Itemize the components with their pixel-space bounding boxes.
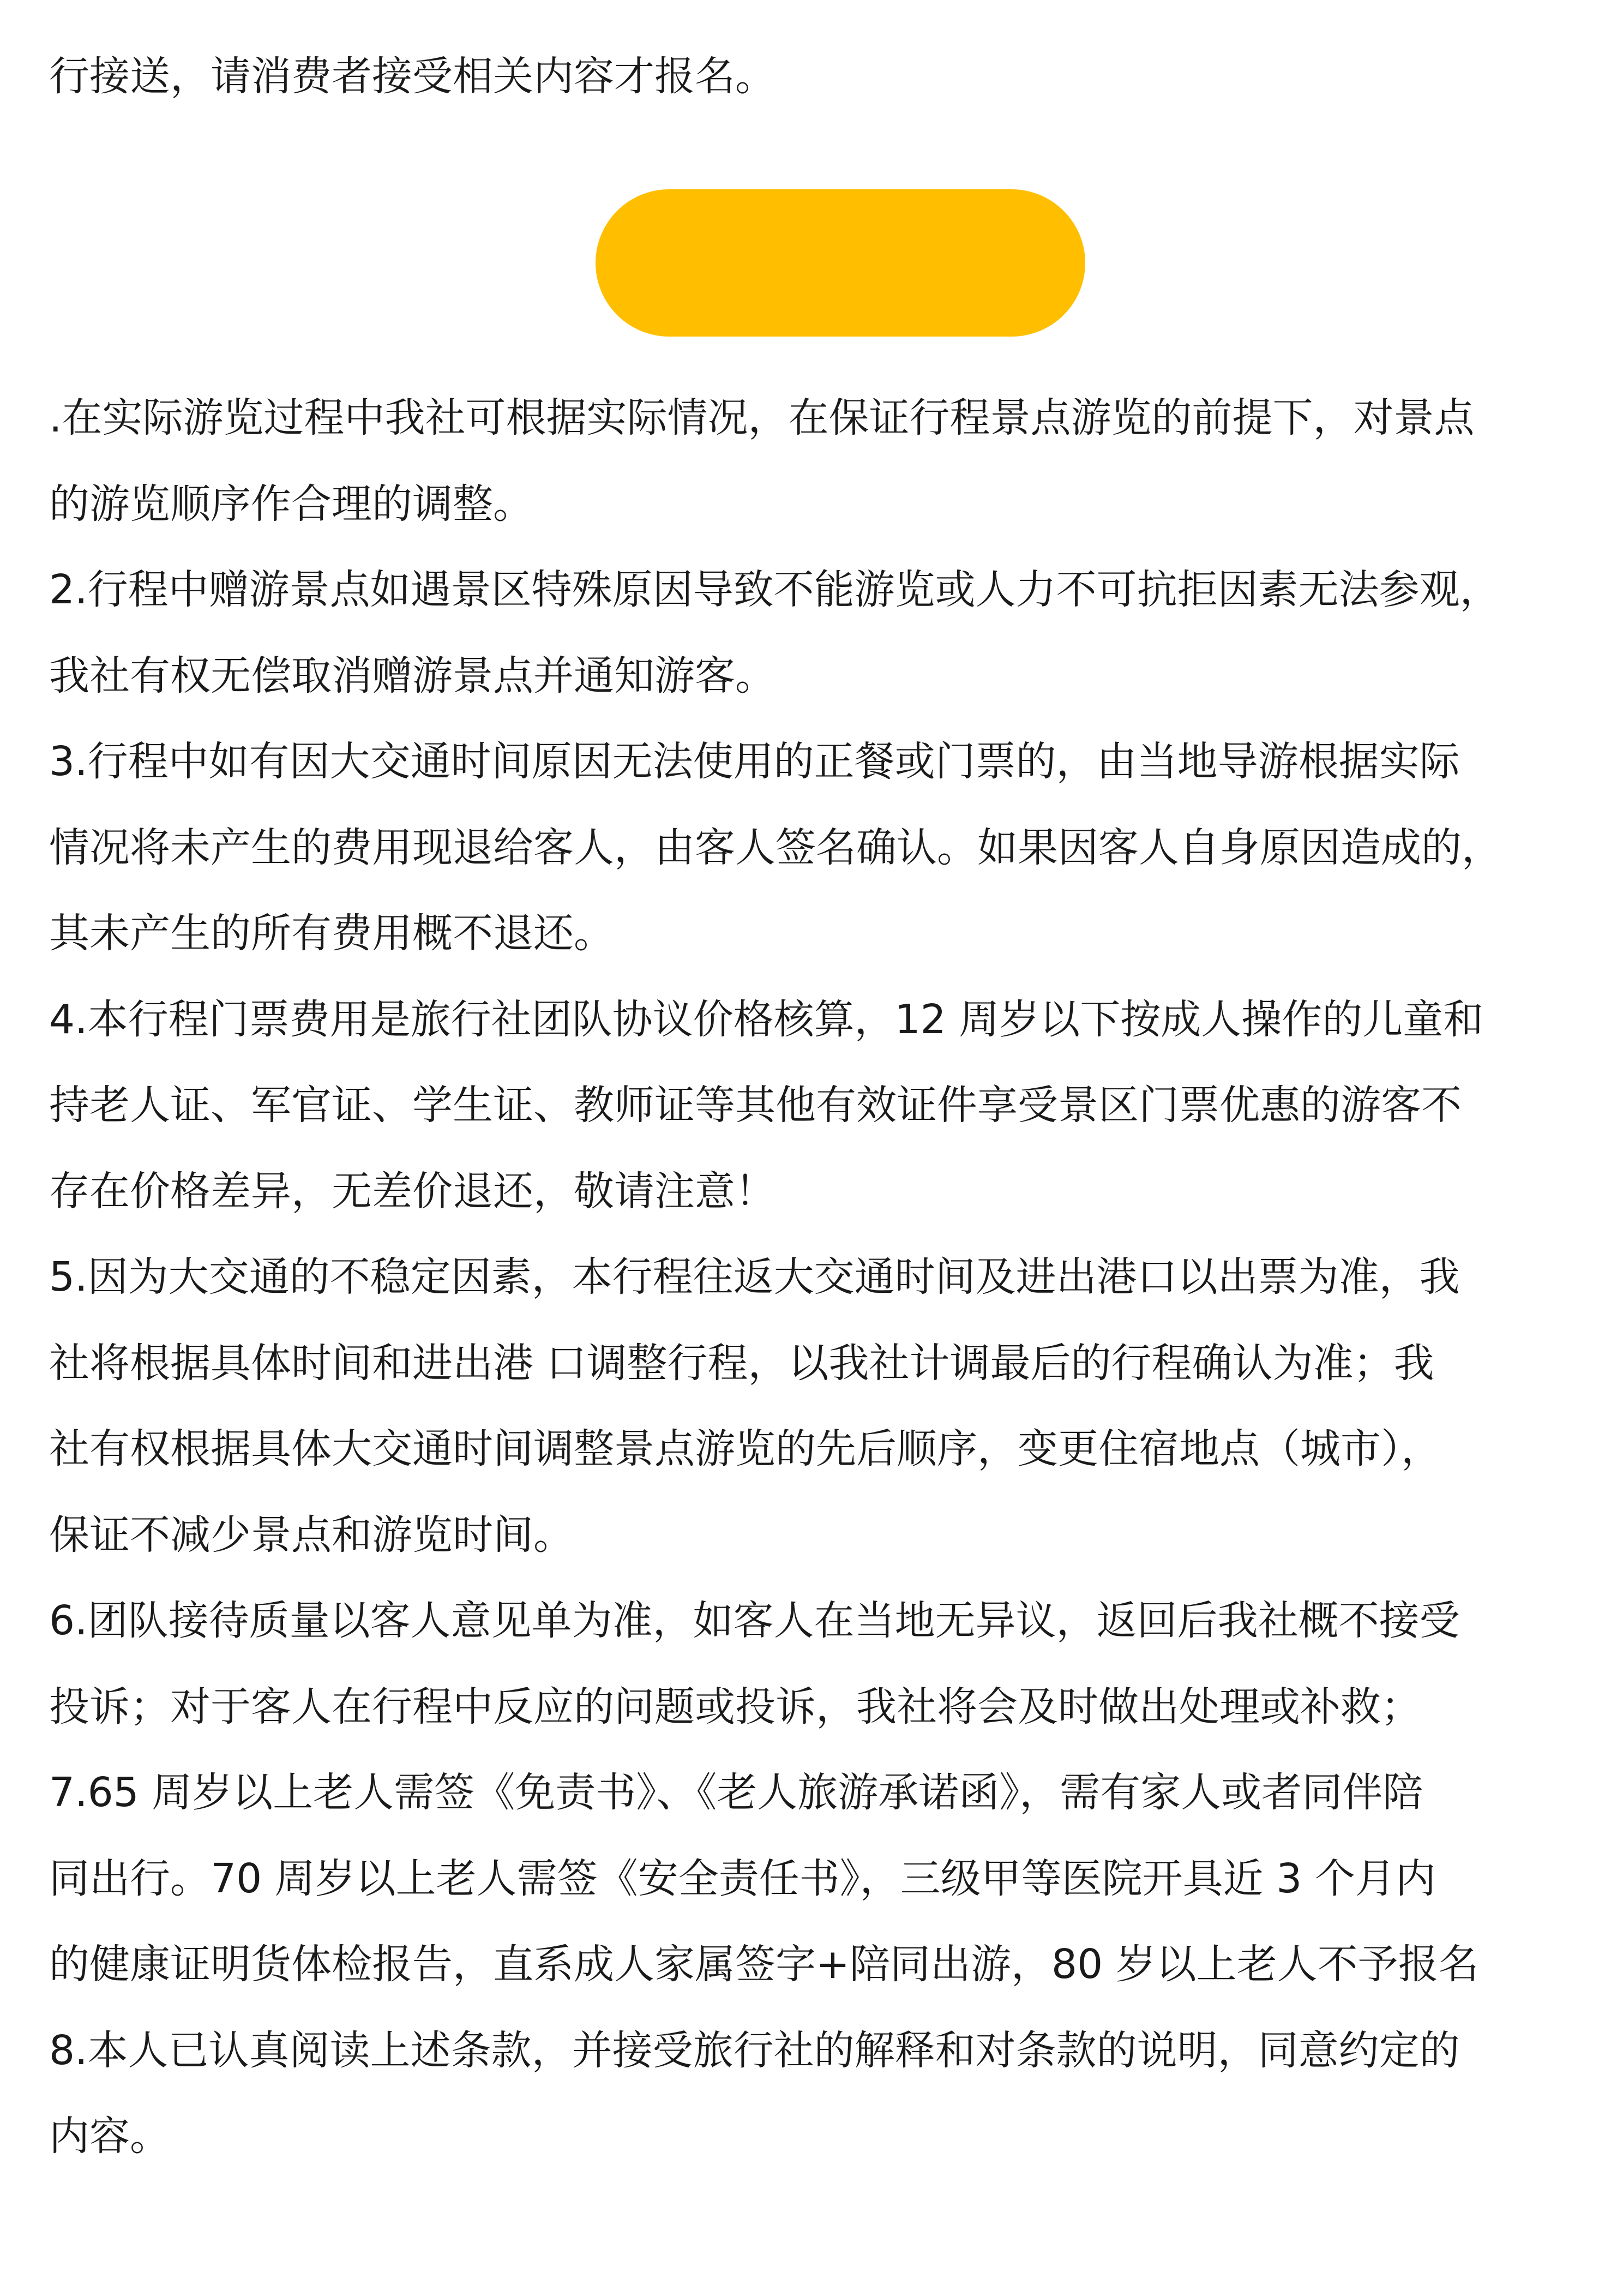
- note-line: 2.行程中赠游景点如遇景区特殊原因导致不能游览或人力不可抗拒因素无法参观，: [49, 566, 1500, 613]
- note-line: 情况将未产生的费用现退给客人，由客人签名确认。如果因客人自身原因造成的，: [49, 824, 1502, 871]
- note-line: 4.本行程门票费用是旅行社团队协议价格核算，12 周岁以下按成人操作的儿童和: [49, 996, 1484, 1043]
- note-line: 7.65 周岁以上老人需签《免责书》、《老人旅游承诺函》，需有家人或者同伴陪: [49, 1769, 1423, 1816]
- note-line: 同出行。70 周岁以上老人需签《安全责任书》，三级甲等医院开具近 3 个月内: [49, 1855, 1436, 1902]
- note-line: 内容。: [49, 2113, 170, 2160]
- note-line: 的游览顺序作合理的调整。: [49, 480, 533, 527]
- note-line: 存在价格差异，无差价退还，敬请注意！: [49, 1167, 776, 1215]
- notes-list: [49, 375, 1587, 2180]
- note-line: .在实际游览过程中我社可根据实际情况，在保证行程景点游览的前提下，对景点: [49, 394, 1475, 441]
- note-line: 投诉；对于客人在行程中反应的问题或投诉，我社将会及时做出处理或补救；: [49, 1683, 1421, 1730]
- note-line: 保证不减少景点和游览时间。: [49, 1511, 574, 1558]
- note-line: 5.因为大交通的不稳定因素，本行程往返大交通时间及进出港口以出票为准，我: [49, 1254, 1460, 1300]
- note-line: 社有权根据具体大交通时间调整景点游览的先后顺序，变更住宿地点（城市），: [49, 1425, 1441, 1472]
- note-line: 持老人证、军官证、学生证、教师证等其他有效证件享受景区门票优惠的游客不: [49, 1082, 1462, 1129]
- intro-line: 行接送，请消费者接受相关内容才报名。: [49, 53, 776, 100]
- section-header-pill: [596, 189, 1085, 337]
- note-line: 我社有权无偿取消赠游景点并通知游客。: [49, 652, 776, 699]
- note-line: 6.团队接待质量以客人意见单为准，如客人在当地无异议，返回后我社概不接受: [49, 1597, 1460, 1644]
- note-line: 社将根据具体时间和进出港 口调整行程，以我社计调最后的行程确认为准；我: [49, 1339, 1434, 1387]
- note-line: 8.本人已认真阅读上述条款，并接受旅行社的解释和对条款的说明，同意约定的: [49, 2027, 1460, 2074]
- note-line: 其未产生的所有费用概不退还。: [49, 910, 614, 957]
- note-line: 的健康证明货体检报告，直系成人家属签字+陪同出游，80 岁以上老人不予报名: [49, 1941, 1479, 1988]
- note-line: 3.行程中如有因大交通时间原因无法使用的正餐或门票的，由当地导游根据实际: [49, 738, 1460, 785]
